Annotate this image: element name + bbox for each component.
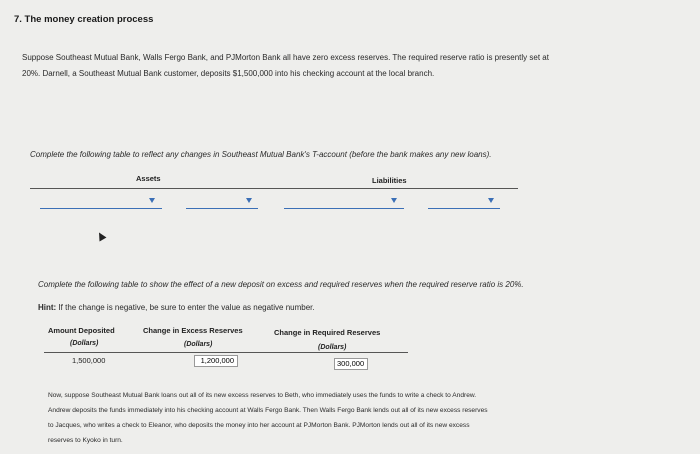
hint-label: Hint: [38, 303, 57, 312]
excess-reserves-input[interactable] [194, 355, 238, 367]
dropdown-underline [428, 208, 500, 209]
chevron-down-icon [391, 198, 397, 203]
required-reserves-header: Change in Required Reserves [274, 328, 381, 337]
chevron-down-icon [246, 198, 252, 203]
amount-deposited-units: (Dollars) [70, 340, 99, 347]
reserves-table-rule [44, 352, 408, 353]
amount-deposited-value: 1,500,000 [72, 356, 106, 365]
required-reserves-input[interactable] [334, 358, 368, 370]
intro-line-2: 20%. Darnell, a Southeast Mutual Bank customer, deposits $1,500,000 into his checking account at the local branch. [22, 69, 435, 78]
assets-amount-dropdown[interactable] [186, 196, 258, 210]
followup-paragraph [48, 388, 488, 448]
reserves-instruction: Complete the following table to show the effect of a new deposit on excess and required reserves when the required reserve ratio is 20%. [38, 280, 524, 289]
followup-line-3: to Jacques, who writes a check to Eleanor, who deposits the money into her account at PJMorton Bank. PJMorton lends out all of its new excess [48, 422, 470, 429]
taccount-header-rule [30, 188, 518, 189]
hint [38, 300, 315, 316]
dropdown-underline [284, 208, 404, 209]
dropdown-underline [40, 208, 162, 209]
taccount-instruction: Complete the following table to reflect any changes in Southeast Mutual Bank's T-account (before the bank makes any new loans). [30, 150, 492, 159]
mouse-pointer-icon [96, 231, 107, 242]
chevron-down-icon [488, 198, 494, 203]
required-reserves-units: (Dollars) [318, 344, 347, 351]
assets-label: Assets [136, 174, 161, 183]
liabilities-account-dropdown[interactable] [284, 196, 404, 210]
liabilities-label: Liabilities [372, 176, 407, 185]
intro-line-1: Suppose Southeast Mutual Bank, Walls Fergo Bank, and PJMorton Bank all have zero excess reserves. The required reserve ratio is presently set at [22, 53, 549, 62]
followup-line-4: reserves to Kyoko in turn. [48, 437, 123, 444]
excess-reserves-units: (Dollars) [184, 341, 213, 348]
question-title: 7. The money creation process [14, 14, 154, 25]
dropdown-underline [186, 208, 258, 209]
followup-line-1: Now, suppose Southeast Mutual Bank loans out all of its new excess reserves to Beth, who immediately uses the funds to write a check to Andrew. [48, 392, 477, 399]
liabilities-amount-dropdown[interactable] [428, 196, 500, 210]
hint-text: If the change is negative, be sure to enter the value as negative number. [58, 303, 315, 312]
assets-account-dropdown[interactable] [40, 196, 162, 210]
excess-reserves-header: Change in Excess Reserves [143, 326, 243, 335]
followup-line-2: Andrew deposits the funds immediately into his checking account at Walls Fergo Bank. Then Walls Fergo Bank lends out all of its new excess reserves [48, 407, 488, 414]
chevron-down-icon [149, 198, 155, 203]
amount-deposited-header: Amount Deposited [48, 326, 115, 335]
